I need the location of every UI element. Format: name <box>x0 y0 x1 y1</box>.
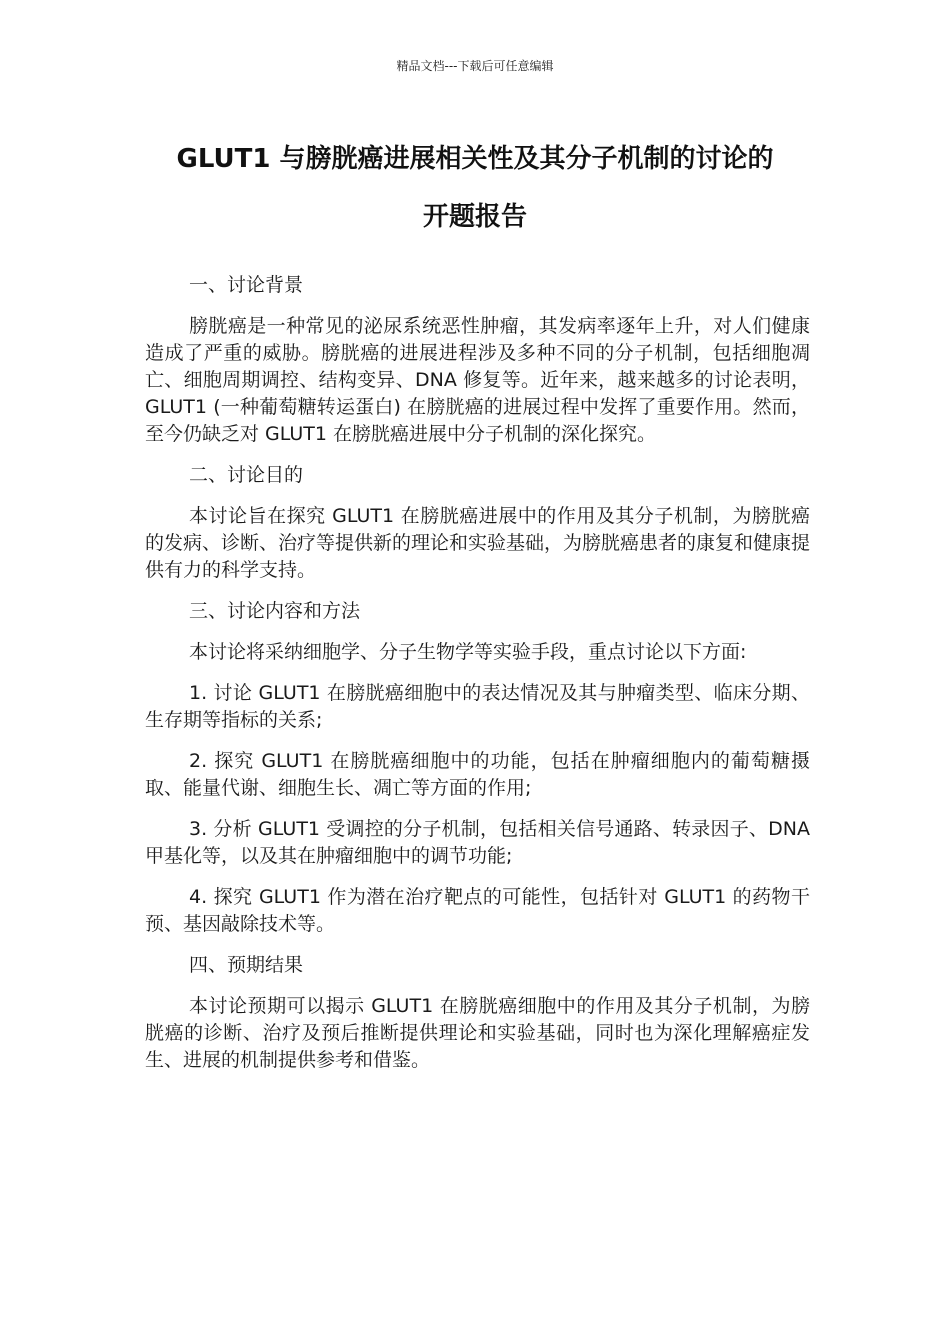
title-line-2: 开题报告 <box>422 202 527 232</box>
list-item-1: 1. 讨论 GLUT1 在膀胱癌细胞中的表达情况及其与肿瘤类型、临床分期、生存期等指标的关系; <box>145 682 810 731</box>
section-heading-purpose: 二、讨论目的 <box>189 464 304 486</box>
document-title <box>100 130 850 246</box>
paragraph-expected-results: 本讨论预期可以揭示 GLUT1 在膀胱癌细胞中的作用及其分子机制，为膀胱癌的诊断、治疗及预后推断提供理论和实验基础，同时也为深化理解癌症发生、进展的机制提供参考和借鉴。 <box>145 995 810 1071</box>
list-item-4: 4. 探究 GLUT1 作为潜在治疗靶点的可能性，包括针对 GLUT1 的药物干预、基因敲除技术等。 <box>145 886 810 935</box>
title-line-1: GLUT1 与膀胱癌进展相关性及其分子机制的讨论的 <box>176 144 774 174</box>
section-heading-methods: 三、讨论内容和方法 <box>189 600 361 622</box>
document-body <box>145 272 810 1088</box>
paragraph-methods-intro: 本讨论将采纳细胞学、分子生物学等实验手段，重点讨论以下方面: <box>189 641 747 663</box>
paragraph-background: 膀胱癌是一种常见的泌尿系统恶性肿瘤，其发病率逐年上升，对人们健康造成了严重的威胁。膀胱癌的进展进程涉及多种不同的分子机制，包括细胞凋亡、细胞周期调控、结构变异、DNA 修复等。近年来，越来越多的讨论表明，GLUT1 (一种葡萄糖转运蛋白) 在膀胱癌的进展过程中发挥了重要作用。然而，至今仍缺乏对 GLUT1 在膀胱癌进展中分子机制的深化探究。 <box>145 315 810 445</box>
list-item-3: 3. 分析 GLUT1 受调控的分子机制，包括相关信号通路、转录因子、DNA 甲基化等，以及其在肿瘤细胞中的调节功能; <box>145 818 810 867</box>
section-heading-background: 一、讨论背景 <box>189 274 304 296</box>
section-heading-expected-results: 四、预期结果 <box>189 954 304 976</box>
page-header: 精品文档---下载后可任意编辑 <box>396 59 554 73</box>
list-item-2: 2. 探究 GLUT1 在膀胱癌细胞中的功能，包括在肿瘤细胞内的葡萄糖摄取、能量代谢、细胞生长、凋亡等方面的作用; <box>145 750 810 799</box>
paragraph-purpose: 本讨论旨在探究 GLUT1 在膀胱癌进展中的作用及其分子机制，为膀胱癌的发病、诊断、治疗等提供新的理论和实验基础，为膀胱癌患者的康复和健康提供有力的科学支持。 <box>145 505 811 581</box>
